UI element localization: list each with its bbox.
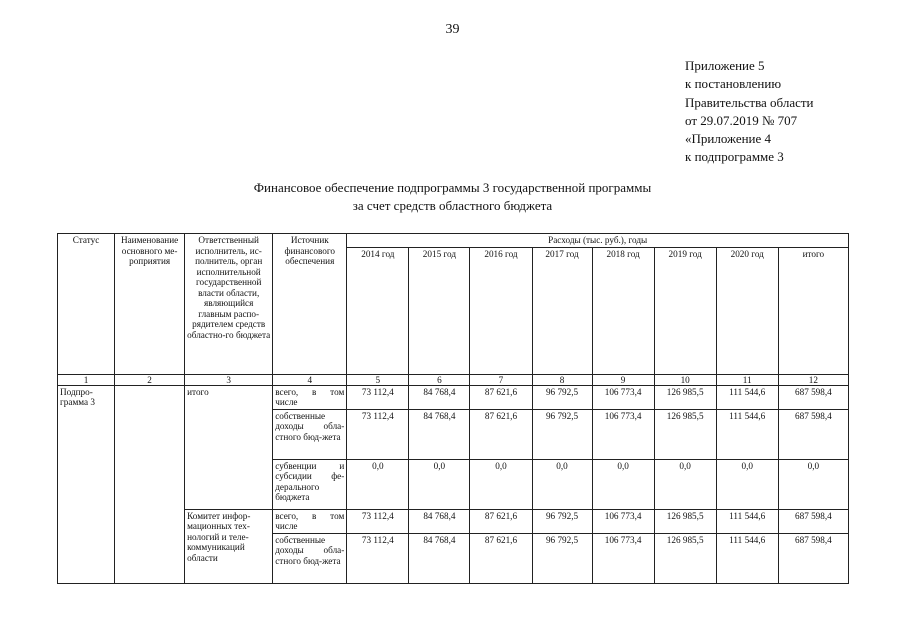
header-total: итого [778, 247, 848, 374]
value-cell: 687 598,4 [778, 509, 848, 533]
value-cell: 0,0 [409, 459, 470, 509]
table-row [58, 385, 849, 409]
value-cell: 0,0 [592, 459, 654, 509]
appendix-line: к постановлению [685, 76, 782, 92]
appendix-line: «Приложение 4 [685, 131, 772, 147]
column-number: 9 [592, 374, 654, 385]
appendix-note [685, 57, 814, 167]
value-cell: 111 544,6 [716, 385, 778, 409]
value-cell: 87 621,6 [470, 409, 532, 459]
value-cell: 126 985,5 [654, 409, 716, 459]
header-measure: Наименование основного ме-роприятия [115, 234, 185, 375]
value-cell: 84 768,4 [409, 409, 470, 459]
value-cell: 106 773,4 [592, 533, 654, 583]
value-cell: 111 544,6 [716, 409, 778, 459]
status-cell: Подпро-грамма 3 [58, 385, 115, 583]
appendix-line: Приложение 5 [685, 58, 765, 73]
source-cell: субвенции и субсидии фе-дерального бюджета [273, 459, 347, 509]
header-status: Статус [58, 234, 115, 375]
value-cell: 126 985,5 [654, 509, 716, 533]
value-cell: 111 544,6 [716, 533, 778, 583]
header-expenses: Расходы (тыс. руб.), годы [347, 234, 849, 248]
source-cell: собственные доходы обла-стного бюд-жета [273, 533, 347, 583]
column-number: 10 [654, 374, 716, 385]
header-source: Источник финансового обеспечения [273, 234, 347, 375]
title-line-2: за счет средств областного бюджета [352, 198, 553, 213]
finance-table [57, 233, 849, 584]
value-cell: 687 598,4 [778, 385, 848, 409]
value-cell: 126 985,5 [654, 533, 716, 583]
appendix-line: от 29.07.2019 № 707 [685, 112, 798, 128]
column-number: 1 [58, 374, 115, 385]
header-year: 2017 год [532, 247, 592, 374]
column-number: 5 [347, 374, 409, 385]
column-number: 7 [470, 374, 532, 385]
source-cell: собственные доходы обла-стного бюд-жета [273, 409, 347, 459]
column-number: 3 [185, 374, 273, 385]
page-number: 39 [445, 22, 460, 37]
header-year: 2016 год [470, 247, 532, 374]
value-cell: 96 792,5 [532, 409, 592, 459]
value-cell: 73 112,4 [347, 533, 409, 583]
value-cell: 73 112,4 [347, 409, 409, 459]
appendix-line: к подпрограмме 3 [685, 149, 784, 165]
value-cell: 84 768,4 [409, 385, 470, 409]
value-cell: 0,0 [347, 459, 409, 509]
value-cell: 687 598,4 [778, 533, 848, 583]
value-cell: 0,0 [716, 459, 778, 509]
value-cell: 84 768,4 [409, 509, 470, 533]
value-cell: 73 112,4 [347, 385, 409, 409]
header-year: 2019 год [654, 247, 716, 374]
value-cell: 96 792,5 [532, 509, 592, 533]
value-cell: 687 598,4 [778, 409, 848, 459]
header-year: 2014 год [347, 247, 409, 374]
header-executor: Ответственный исполнитель, ис-полнитель, орган исполнительной государственной власти области, являющийся главным распо-рядителем средств областно-го бюджета [185, 234, 273, 375]
column-number: 4 [273, 374, 347, 385]
value-cell: 73 112,4 [347, 509, 409, 533]
title-line-1: Финансовое обеспечение подпрограммы 3 государственной программы [253, 180, 652, 195]
value-cell: 87 621,6 [470, 385, 532, 409]
value-cell: 0,0 [654, 459, 716, 509]
column-number: 6 [409, 374, 470, 385]
value-cell: 126 985,5 [654, 385, 716, 409]
column-number: 2 [115, 374, 185, 385]
appendix-line: Правительства области [685, 94, 814, 110]
value-cell: 0,0 [470, 459, 532, 509]
value-cell: 106 773,4 [592, 509, 654, 533]
source-cell: всего, в том числе [273, 385, 347, 409]
column-numbers-row [58, 374, 849, 385]
value-cell: 84 768,4 [409, 533, 470, 583]
value-cell: 106 773,4 [592, 385, 654, 409]
measure-cell [115, 385, 185, 583]
value-cell: 87 621,6 [470, 533, 532, 583]
source-cell: всего, в том числе [273, 509, 347, 533]
value-cell: 0,0 [778, 459, 848, 509]
value-cell: 111 544,6 [716, 509, 778, 533]
header-year: 2020 год [716, 247, 778, 374]
document-title [0, 179, 905, 215]
column-number: 11 [716, 374, 778, 385]
header-year: 2015 год [409, 247, 470, 374]
column-number: 12 [778, 374, 848, 385]
executor-cell: Комитет инфор-мационных тех-нологий и теле-коммуникаций области [185, 509, 273, 583]
value-cell: 106 773,4 [592, 409, 654, 459]
value-cell: 87 621,6 [470, 509, 532, 533]
header-year: 2018 год [592, 247, 654, 374]
value-cell: 96 792,5 [532, 385, 592, 409]
header-row [58, 234, 849, 248]
executor-cell: итого [185, 385, 273, 509]
column-number: 8 [532, 374, 592, 385]
value-cell: 0,0 [532, 459, 592, 509]
value-cell: 96 792,5 [532, 533, 592, 583]
